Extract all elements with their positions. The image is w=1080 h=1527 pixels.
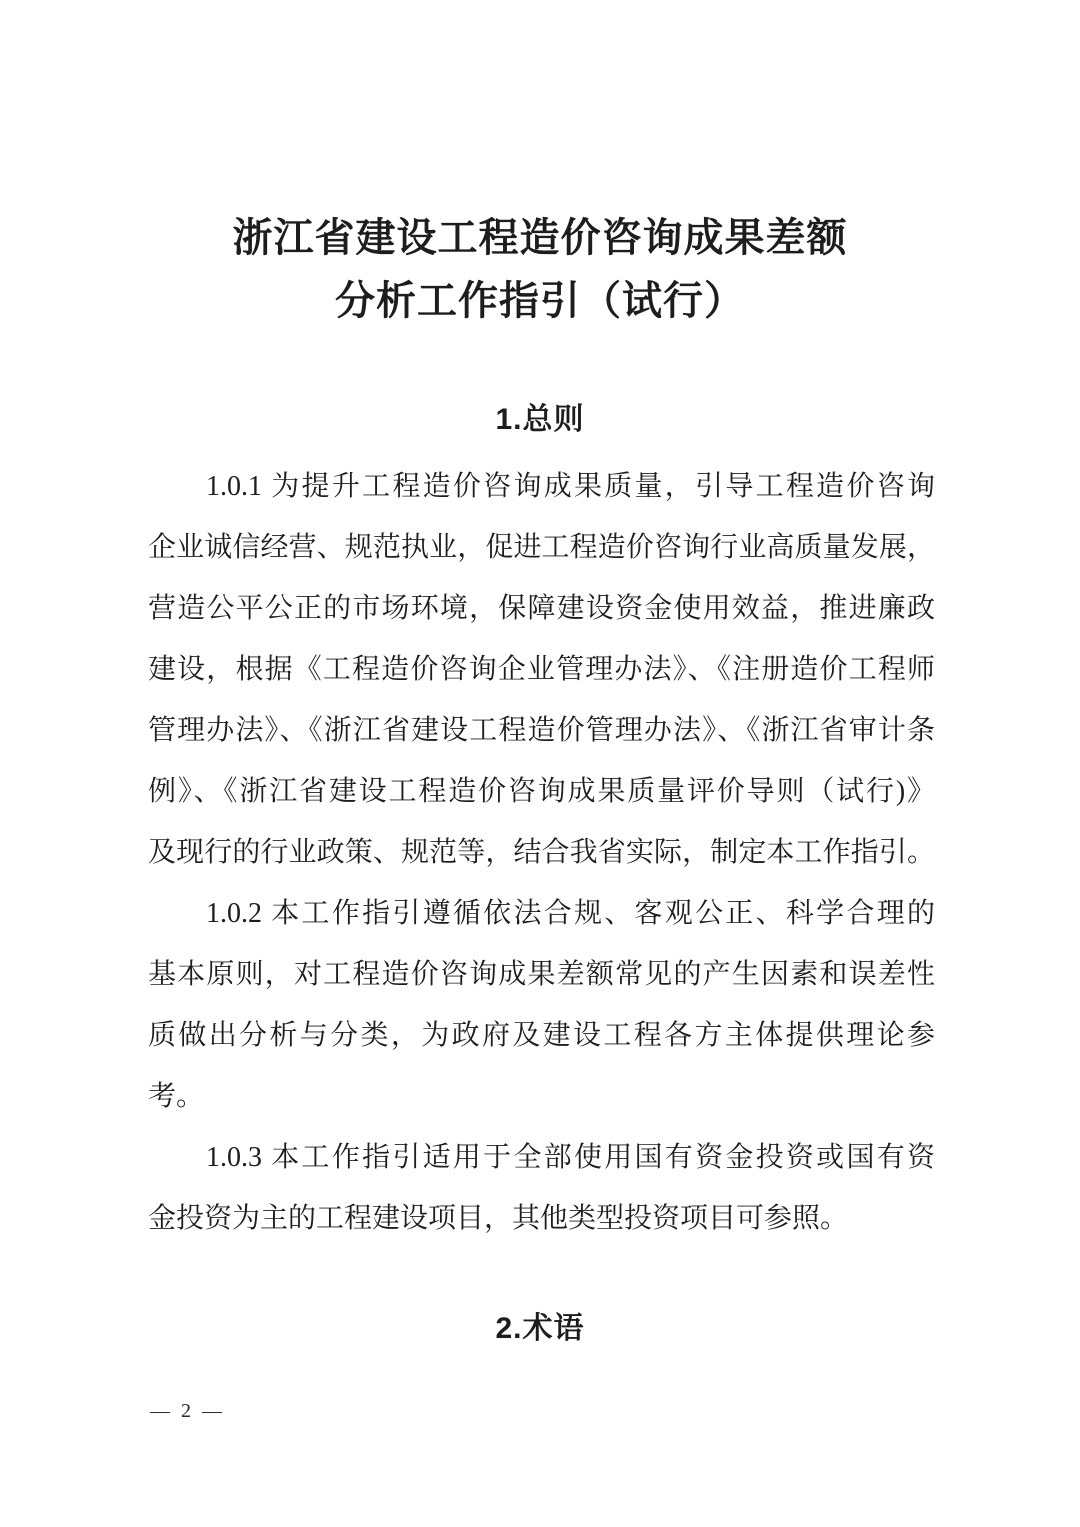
text-line: 考。 xyxy=(148,1081,205,1112)
text-line: 建设，根据《工程造价咨询企业管理办法》、《注册造价工程师 xyxy=(148,654,935,685)
text-line: 及现行的行业政策、规范等，结合我省实际，制定本工作指引。 xyxy=(148,837,935,868)
text-line: 1.0.3 本工作指引适用于全部使用国有资金投资或国有资 xyxy=(206,1142,935,1173)
document-title xyxy=(0,0,1080,332)
text-line: 营造公平公正的市场环境，保障建设资金使用效益，推进廉政 xyxy=(148,593,935,624)
paragraph-1-0-1 xyxy=(148,456,935,883)
text-line: 企业诚信经营、规范执业，促进工程造价咨询行业高质量发展， xyxy=(148,532,935,563)
paragraph-1-0-2 xyxy=(148,883,935,1127)
text-line: 基本原则，对工程造价咨询成果差额常见的产生因素和误差性 xyxy=(148,959,935,990)
document-title-line-1: 浙江省建设工程造价咨询成果差额 xyxy=(232,215,848,260)
text-line: 例》、《浙江省建设工程造价咨询成果质量评价导则（试行)》 xyxy=(148,776,935,807)
section-heading-general-provisions: 1.总则 xyxy=(495,403,585,436)
paragraph-1-0-3 xyxy=(148,1127,935,1249)
text-line: 1.0.2 本工作指引遵循依法合规、客观公正、科学合理的 xyxy=(206,898,935,929)
document-body xyxy=(148,456,935,1249)
section-heading-terminology: 2.术语 xyxy=(495,1312,585,1345)
page-number: — 2 — xyxy=(150,1400,225,1422)
text-line: 1.0.1 为提升工程造价咨询成果质量，引导工程造价咨询 xyxy=(206,471,935,502)
text-line: 管理办法》、《浙江省建设工程造价管理办法》、《浙江省审计条 xyxy=(148,715,935,746)
text-line: 金投资为主的工程建设项目，其他类型投资项目可参照。 xyxy=(148,1203,849,1234)
document-title-line-2: 分析工作指引（试行） xyxy=(335,278,745,323)
text-line: 质做出分析与分类，为政府及建设工程各方主体提供理论参 xyxy=(148,1020,935,1051)
